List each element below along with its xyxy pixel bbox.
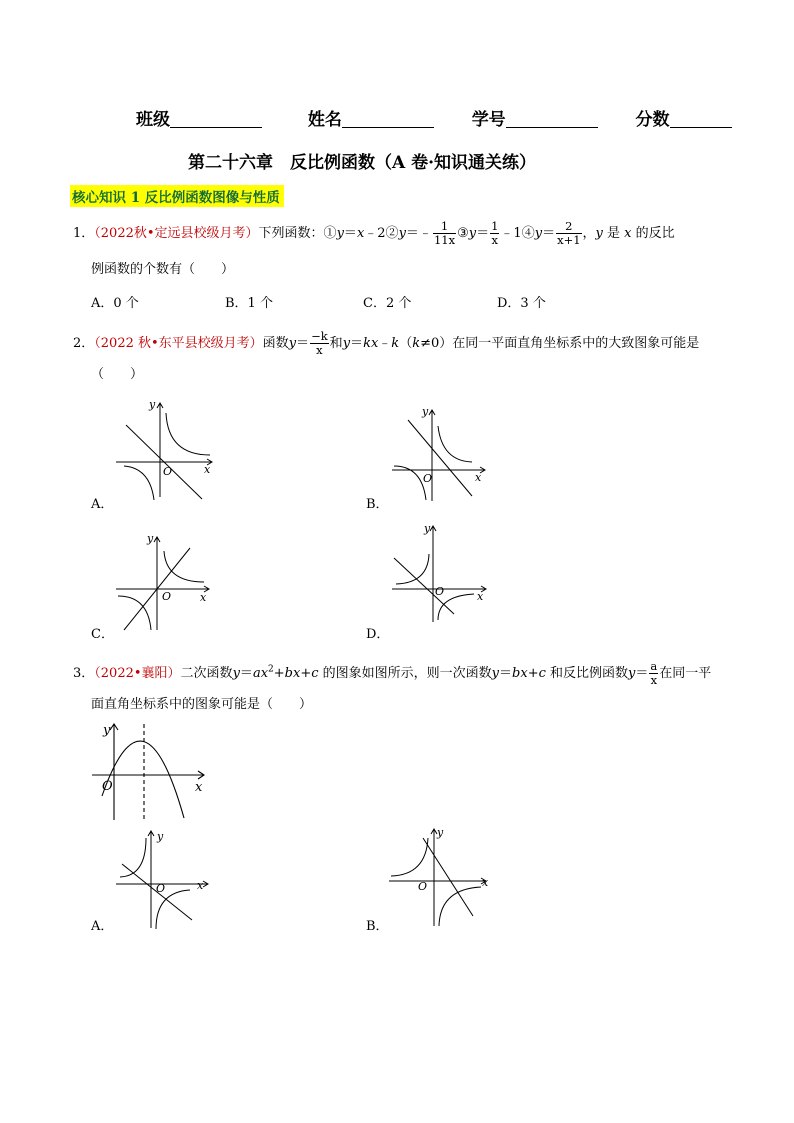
q1-number: 1． [73, 226, 95, 241]
q3-text: 二次函数 [180, 666, 233, 681]
q3-text: ＝ [239, 666, 253, 681]
score-label: 分数 [635, 110, 670, 130]
q3-var: y [232, 666, 240, 681]
fraction-denominator: x [316, 343, 323, 357]
q1-text: ， [582, 226, 596, 241]
q2-label-a[interactable]: A． [91, 497, 114, 512]
q2a-y-label: y [149, 398, 156, 411]
q3-origin: O [102, 779, 113, 794]
q1-var: y [468, 226, 477, 241]
q2b-x-label: x [475, 471, 482, 484]
q3-fraction [649, 660, 658, 687]
q2-text: 和 [329, 336, 343, 351]
q2-var: y [288, 336, 297, 351]
q2-var: kx [363, 336, 379, 351]
q3-x-label: x [195, 780, 203, 795]
q1-var: y [595, 226, 603, 241]
q1-line2: 例函数的个数有（ ） [91, 262, 235, 277]
q2-graph-c[interactable] [112, 528, 222, 638]
fraction-denominator: x [650, 673, 658, 687]
q2a-origin: O [163, 465, 173, 478]
fraction-numerator: −k [311, 329, 328, 343]
name-label: 姓名 [307, 110, 342, 130]
q2-graph-b[interactable] [388, 400, 498, 510]
q2a-x-label: x [204, 463, 211, 476]
q1-option-b[interactable]: B．1 个 [225, 296, 273, 311]
fraction-numerator: a [650, 659, 658, 673]
q3b-y-label: y [437, 826, 444, 839]
q3-text: + [300, 666, 312, 681]
q1-var: y [534, 226, 543, 241]
q3-graph-a[interactable] [112, 826, 222, 931]
q3a-x-label: x [197, 879, 204, 892]
page-title: 第二十六章 反比例函数（A 卷·知识通关练） [188, 153, 537, 173]
q3a-y-label: y [157, 830, 164, 843]
q1-text: ﹣2② [364, 226, 399, 241]
q2-graph-d[interactable] [388, 520, 498, 630]
q2d-y-label: y [424, 522, 431, 535]
q3-exponent: 2 [268, 664, 274, 675]
q1-var: y [336, 226, 344, 241]
q2b-origin: O [423, 472, 433, 485]
q2-fraction [310, 330, 329, 357]
q1-text: ﹣1④ [500, 226, 535, 241]
q3-label-b[interactable]: B． [366, 919, 389, 934]
q2c-origin: O [162, 590, 172, 603]
q2-text: ＝ [296, 336, 310, 351]
q3-line2: 面直角坐标系中的图象可能是（ ） [91, 697, 313, 712]
q2-var: k [391, 336, 400, 351]
q1-option-d[interactable]: D．3 个 [497, 296, 546, 311]
q1-option-a[interactable]: A．0 个 [91, 296, 139, 311]
q2-var: y [342, 336, 351, 351]
fraction-numerator: 1 [433, 220, 456, 234]
q3b-x-label: x [482, 876, 489, 889]
fraction-numerator: 2 [556, 220, 581, 234]
q3-var: c [538, 666, 546, 681]
q3-text: ＝ [635, 666, 649, 681]
fraction-numerator: 1 [491, 219, 499, 233]
q1-line1 [73, 220, 675, 247]
q1-source: （2022秋•定远县校级月考） [94, 226, 259, 241]
q3b-origin: O [418, 880, 428, 893]
q3-parabola-graph [88, 720, 213, 825]
q1-text: ③ [457, 226, 469, 241]
q2-graph-a[interactable] [112, 395, 222, 505]
q1-text: 的反比 [631, 226, 675, 241]
q3-line1 [73, 660, 711, 687]
q1-fraction-1 [433, 220, 456, 247]
q3-label-a[interactable]: A． [91, 919, 114, 934]
q2-text: ≠0）在同一平面直角坐标系中的大致图象可能是 [420, 336, 700, 351]
q3-graph-b[interactable] [385, 824, 500, 929]
q2-line1 [73, 330, 699, 357]
fraction-denominator: x [491, 233, 498, 247]
q3-text: + [273, 666, 285, 681]
q1-text: ＝ [542, 226, 556, 241]
q1-text: ＝﹣ [405, 226, 432, 241]
q3a-origin: O [156, 882, 166, 895]
q2b-y-label: y [422, 405, 429, 418]
q3-var: ax [252, 666, 269, 681]
q2-label-c[interactable]: C． [91, 627, 114, 642]
q3-source: （2022•襄阳） [94, 666, 181, 681]
q3-text: + [527, 666, 539, 681]
q2c-y-label: y [147, 532, 154, 545]
q1-var: x [624, 226, 632, 241]
id-label: 学号 [471, 110, 506, 130]
header-line [136, 105, 732, 130]
q3-text: 在同一平 [659, 666, 712, 681]
q2-var: k [412, 336, 421, 351]
q2c-x-label: x [200, 591, 207, 604]
score-blank[interactable] [670, 111, 732, 128]
q2-number: 2． [73, 336, 95, 351]
q3-var: y [628, 666, 636, 681]
q3-number: 3． [73, 666, 95, 681]
class-label: 班级 [136, 110, 170, 130]
q1-fraction-2 [490, 220, 499, 247]
q2d-x-label: x [477, 590, 484, 603]
id-blank[interactable] [506, 111, 598, 128]
q1-option-c[interactable]: C．2 个 [363, 296, 412, 311]
q2-line2: （ ） [91, 367, 144, 382]
q2-label-d[interactable]: D． [366, 627, 390, 642]
q3-var: c [311, 666, 319, 681]
q1-text: 下列函数：① [258, 226, 337, 241]
q2d-origin: O [435, 585, 445, 598]
q3-y-label: y [103, 723, 111, 738]
class-blank[interactable] [170, 111, 262, 128]
q1-var: y [398, 226, 406, 241]
q2-text: ﹣ [378, 336, 392, 351]
q1-text: ＝ [476, 226, 490, 241]
q2-text: （ [399, 336, 413, 351]
fraction-denominator: 11x [433, 233, 456, 247]
q2-text: 函数 [262, 336, 289, 351]
q3-text: 和反比例函数 [545, 666, 629, 681]
fraction-denominator: x+1 [557, 233, 581, 247]
q2-text: ＝ [350, 336, 364, 351]
q3-var: bx [512, 666, 528, 681]
q2-source: （2022 秋•东平县校级月考） [94, 336, 263, 351]
q3-text: 的图象如图所示，则一次函数 [318, 666, 492, 681]
q2-label-b[interactable]: B． [366, 497, 389, 512]
q3-var: y [491, 666, 500, 681]
section-heading: 核心知识 1 反比例函数图像与性质 [70, 185, 284, 207]
name-blank[interactable] [342, 111, 434, 128]
q3-var: bx [284, 666, 301, 681]
q1-var: x [356, 226, 365, 241]
q1-fraction-3 [556, 220, 581, 247]
q1-text: ＝ [343, 226, 357, 241]
q1-text: 是 [602, 226, 625, 241]
q3-text: ＝ [499, 666, 513, 681]
